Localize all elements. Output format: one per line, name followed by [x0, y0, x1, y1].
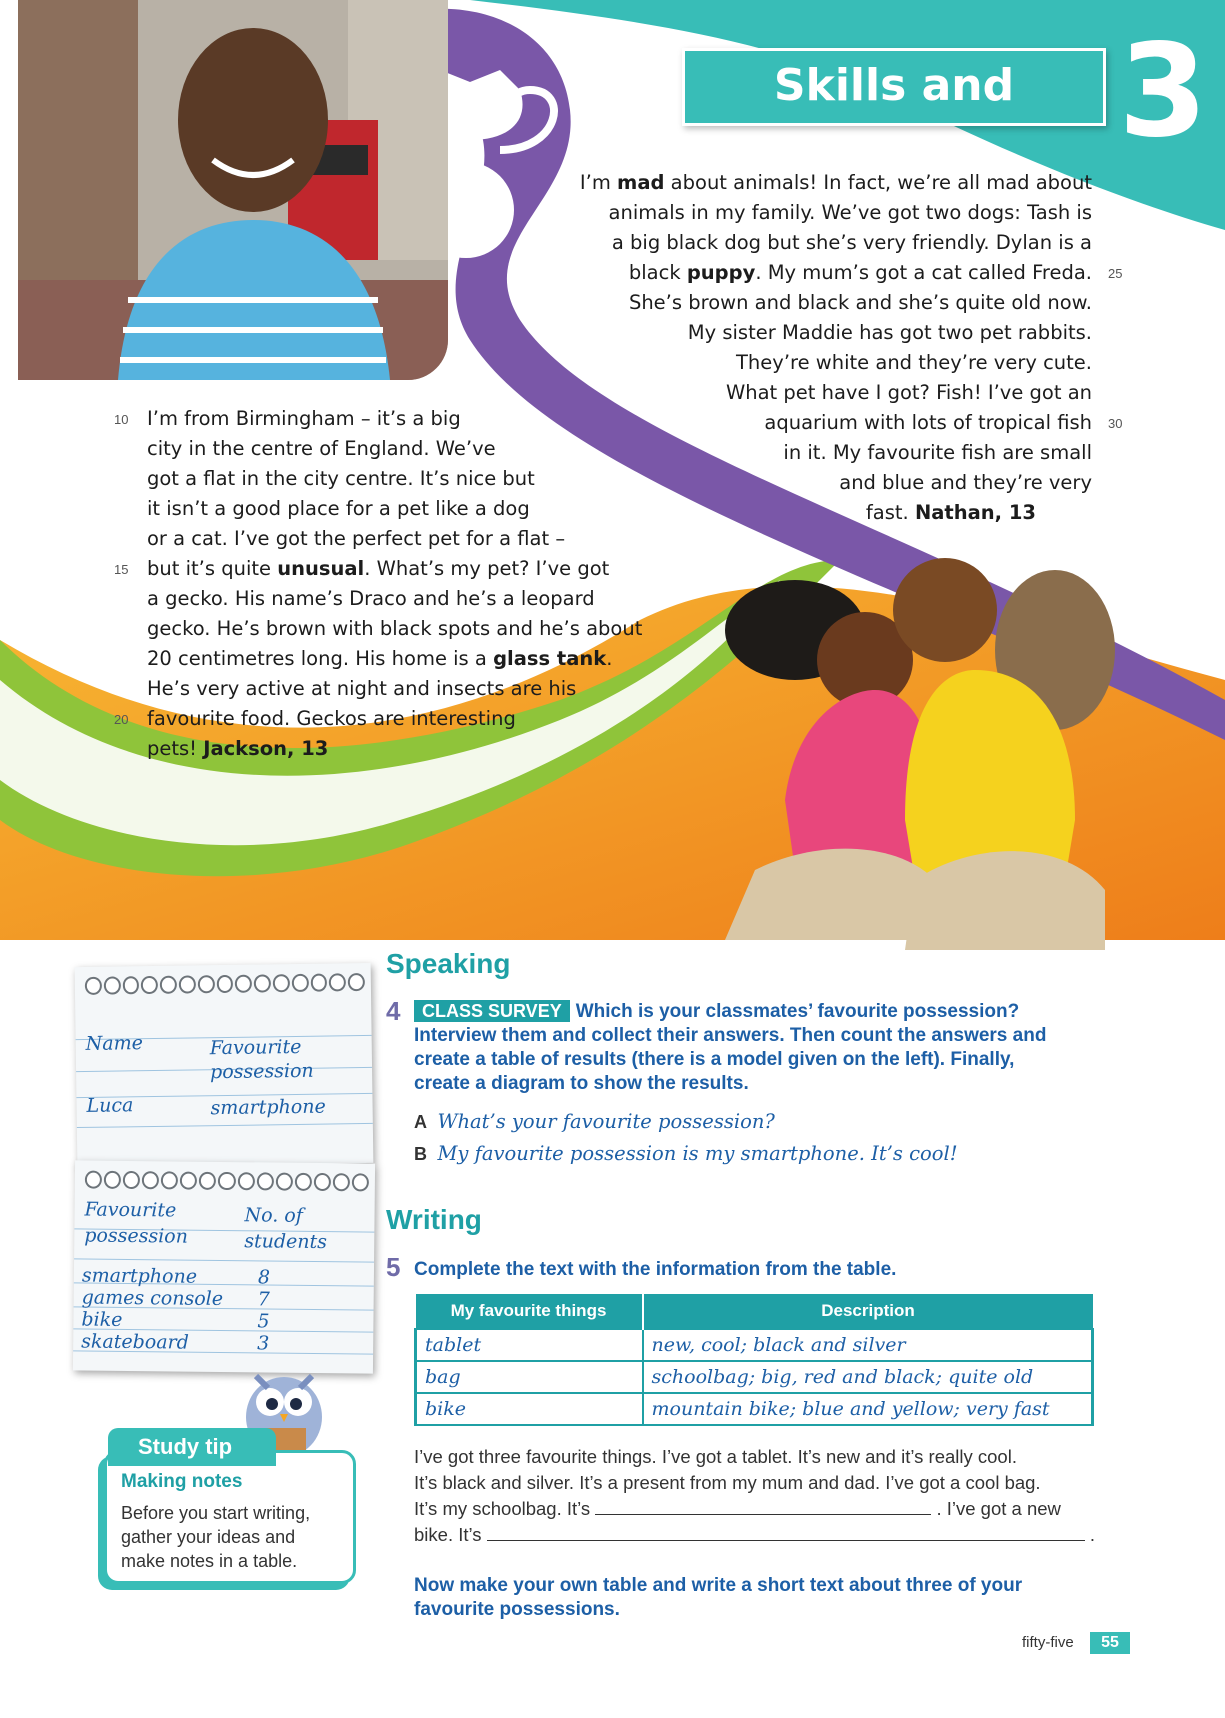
table-row	[416, 1361, 1093, 1393]
instruction-line: create a diagram to show the results.	[414, 1073, 749, 1094]
speaking-instruction	[414, 1000, 1114, 1096]
text-segment: . What’s my pet? I’ve got	[364, 557, 610, 580]
children-with-pets-photo	[635, 540, 1195, 960]
dialogue-line	[414, 1142, 958, 1165]
binder-ring	[237, 1172, 254, 1190]
text-segment: .	[1089, 1524, 1095, 1545]
bold-keyword: mad	[617, 171, 665, 194]
boy-city-photo	[18, 0, 448, 380]
binder-ring	[122, 976, 139, 994]
binder-ring	[161, 1171, 178, 1189]
text-segment: about animals! In fact, we’re all mad about	[664, 171, 1092, 194]
page-number: 55	[1090, 1632, 1130, 1654]
binder-ring	[85, 977, 102, 995]
binder-ring	[329, 973, 346, 991]
binder-ring	[275, 1173, 292, 1191]
text-segment: in it. My favourite fish are small	[783, 441, 1092, 464]
table-cell: new, cool; black and silver	[643, 1329, 1093, 1361]
jackson-line	[147, 494, 617, 524]
note-result-row	[81, 1331, 371, 1356]
binder-ring	[180, 1172, 197, 1190]
binder-ring	[218, 1172, 235, 1190]
binder-ring	[160, 976, 177, 994]
note-count: 3	[257, 1332, 270, 1355]
text-segment: animals in my family. We’ve got two dogs: Tash is	[608, 201, 1092, 224]
jackson-line	[147, 584, 617, 614]
nathan-line	[520, 258, 1092, 288]
text-segment: or a cat. I’ve got the perfect pet for a flat –	[147, 527, 566, 550]
text-segment: She’s brown and black and she’s quite old now.	[628, 291, 1092, 314]
binder-ring	[179, 975, 196, 993]
text-segment: got a flat in the city centre. It’s nice but	[147, 467, 535, 490]
nathan-line	[520, 288, 1092, 318]
note-col-possession: possession	[209, 1059, 314, 1084]
study-tip-body-line: make notes in a table.	[121, 1551, 298, 1571]
exercise-number: 5	[386, 1252, 401, 1282]
nathan-line	[520, 198, 1092, 228]
table-cell: mountain bike; blue and yellow; very fast	[643, 1393, 1093, 1425]
text-segment: He’s very active at night and insects are his	[147, 677, 577, 700]
instruction-line: Now make your own table and write a short text about three of your	[414, 1575, 1023, 1596]
line-number: 15	[114, 562, 129, 577]
page-number-word: fifty-five	[1022, 1634, 1074, 1651]
note-row-value: smartphone	[210, 1095, 326, 1120]
dialogue-text: What’s your favourite possession?	[437, 1110, 775, 1133]
unit-number: 3	[1118, 17, 1208, 166]
writing-heading: Writing	[386, 1204, 482, 1235]
text-segment: pets!	[147, 737, 204, 760]
line-number: 30	[1108, 416, 1123, 431]
binder-ring	[199, 1172, 216, 1190]
bold-keyword: glass tank	[493, 647, 607, 670]
text-segment: but it’s quite	[147, 557, 278, 580]
exercise-number: 4	[386, 996, 401, 1026]
text-segment: city in the centre of England. We’ve	[147, 437, 496, 460]
binder-ring	[104, 976, 121, 994]
text-segment: 20 centimetres long. His home is a	[147, 647, 494, 670]
instruction-line: Which is your classmates’ favourite possession?	[575, 1001, 1020, 1022]
jackson-line	[147, 674, 617, 704]
table-row	[416, 1329, 1093, 1361]
note-results-rows	[81, 1265, 372, 1356]
table-cell: bag	[416, 1361, 643, 1393]
note-item: skateboard	[81, 1330, 189, 1354]
nathan-line	[520, 228, 1092, 258]
binder-ring	[141, 976, 158, 994]
jackson-line	[147, 434, 617, 464]
text-segment: I’m from Birmingham – it’s a big	[147, 407, 461, 430]
text-segment: aquarium with lots of tropical fish	[764, 411, 1092, 434]
text-segment: My sister Maddie has got two pet rabbits.	[687, 321, 1092, 344]
bold-keyword: unusual	[277, 557, 365, 580]
note-item: games console	[81, 1286, 224, 1310]
bold-keyword: Nathan, 13	[914, 501, 1036, 524]
text-segment: black	[628, 261, 687, 284]
instruction-line: create a table of results (there is a model given on the left). Finally,	[414, 1049, 1015, 1070]
note-item: bike	[81, 1308, 123, 1331]
writing-text	[414, 1444, 1104, 1548]
text-segment: What pet have I got? Fish! I’ve got an	[725, 381, 1092, 404]
binder-ring	[294, 1173, 311, 1191]
table-header: Description	[643, 1294, 1093, 1329]
class-survey-badge: CLASS SURVEY	[414, 1000, 570, 1022]
bold-keyword: puppy	[686, 261, 756, 284]
study-tip-body-line: Before you start writing,	[121, 1503, 311, 1523]
page-title: Skills and culture	[682, 48, 1106, 126]
note-col-no-of: No. of	[244, 1204, 303, 1227]
note-col-students: students	[244, 1230, 328, 1254]
text-segment: . My mum’s got a cat called Freda.	[755, 261, 1092, 284]
text-line	[414, 1496, 1104, 1522]
study-tip-title: Study tip	[108, 1428, 276, 1466]
line-number: 10	[114, 412, 129, 427]
text-segment: favourite food. Geckos are interesting	[147, 707, 516, 730]
binder-ring	[235, 975, 252, 993]
text-segment: bike. It’s	[414, 1524, 482, 1545]
text-segment: fast.	[865, 501, 915, 524]
jackson-line	[147, 464, 617, 494]
text-segment: a big black dog but she’s very friendly. Dylan is a	[611, 231, 1092, 254]
writing-instruction: Complete the text with the information from the table.	[414, 1259, 897, 1280]
text-segment: . I’ve got a new	[936, 1498, 1061, 1519]
nathan-line	[520, 348, 1092, 378]
note-line	[74, 1258, 374, 1262]
text-segment: It’s my schoolbag. It’s	[414, 1498, 591, 1519]
binder-ring	[142, 1171, 159, 1189]
note-item: smartphone	[81, 1264, 198, 1288]
note-col-favourite: Favourite	[209, 1035, 302, 1060]
study-tip-body-line: gather your ideas and	[121, 1527, 296, 1547]
nathan-line	[520, 168, 1092, 198]
binder-ring	[85, 1171, 102, 1189]
binder-ring	[198, 975, 215, 993]
gap-blank[interactable]	[595, 1496, 931, 1515]
note-col-favourite: Favourite	[84, 1198, 177, 1222]
line-number: 25	[1108, 266, 1123, 281]
note-col-name: Name	[85, 1032, 144, 1055]
instruction-line: favourite possessions.	[414, 1599, 620, 1620]
table-cell: tablet	[416, 1329, 643, 1361]
notepaper-rings	[85, 973, 365, 995]
instruction-line: Interview them and collect their answers. Then count the answers and	[414, 1025, 1047, 1046]
jackson-line	[147, 554, 617, 584]
text-line: It’s black and silver. It’s a present from my mum and dad. I’ve got a cool bag.	[414, 1472, 1041, 1493]
binder-ring	[348, 973, 365, 991]
jackson-line	[147, 734, 617, 764]
jackson-line	[147, 614, 643, 644]
text-segment: and blue and they’re very	[839, 471, 1092, 494]
note-count: 8	[257, 1266, 271, 1289]
notepaper-name-possession	[75, 963, 374, 1167]
jackson-line	[147, 704, 617, 734]
binder-ring	[352, 1173, 369, 1191]
note-result-row	[82, 1265, 372, 1290]
text-segment: I’m	[579, 171, 618, 194]
binder-ring	[273, 974, 290, 992]
binder-ring	[123, 1171, 140, 1189]
nathan-line	[520, 318, 1092, 348]
note-count: 5	[257, 1310, 270, 1333]
text-segment: a gecko. His name’s Draco and he’s a leopard	[147, 587, 595, 610]
binder-ring	[254, 974, 271, 992]
line-number: 20	[114, 712, 129, 727]
binder-ring	[292, 974, 309, 992]
text-segment: .	[606, 647, 613, 670]
table-row	[416, 1393, 1093, 1425]
note-col-possession: possession	[84, 1224, 189, 1248]
notepaper-rings	[85, 1171, 369, 1192]
study-tip-heading: Making notes	[121, 1471, 243, 1492]
notepaper-results	[73, 1160, 375, 1373]
jackson-line	[147, 404, 617, 434]
binder-ring	[314, 1173, 331, 1191]
note-result-row	[81, 1309, 371, 1334]
speaking-heading: Speaking	[386, 948, 511, 979]
binder-ring	[216, 975, 233, 993]
binder-ring	[256, 1172, 273, 1190]
study-tip-box	[104, 1450, 356, 1584]
note-line	[77, 1123, 373, 1128]
text-line	[414, 1522, 1104, 1548]
note-count: 7	[257, 1288, 270, 1311]
favourite-things-table	[414, 1294, 1094, 1426]
table-header: My favourite things	[416, 1294, 643, 1329]
dialogue-text: My favourite possession is my smartphone. It’s cool!	[437, 1142, 958, 1165]
final-instruction	[414, 1574, 1114, 1622]
text-line: I’ve got three favourite things. I’ve got a tablet. It’s new and it’s really cool.	[414, 1446, 1017, 1467]
bold-keyword: Jackson, 13	[203, 737, 329, 760]
jackson-line	[147, 524, 617, 554]
text-segment: They’re white and they’re very cute.	[736, 351, 1092, 374]
table-cell: bike	[416, 1393, 643, 1425]
speaker-label: B	[414, 1144, 427, 1164]
binder-ring	[104, 1171, 121, 1189]
note-row-name: Luca	[86, 1094, 134, 1117]
text-segment: gecko. He’s brown with black spots and he’s about	[147, 617, 643, 640]
jackson-text	[147, 404, 643, 764]
speaker-label: A	[414, 1112, 427, 1132]
binder-ring	[310, 974, 327, 992]
binder-ring	[333, 1173, 350, 1191]
jackson-line	[147, 644, 617, 674]
gap-blank[interactable]	[487, 1522, 1085, 1541]
table-cell: schoolbag; big, red and black; quite old	[643, 1361, 1093, 1393]
note-result-row	[82, 1287, 372, 1312]
dialogue-line	[414, 1110, 775, 1133]
text-segment: it isn’t a good place for a pet like a dog	[147, 497, 530, 520]
